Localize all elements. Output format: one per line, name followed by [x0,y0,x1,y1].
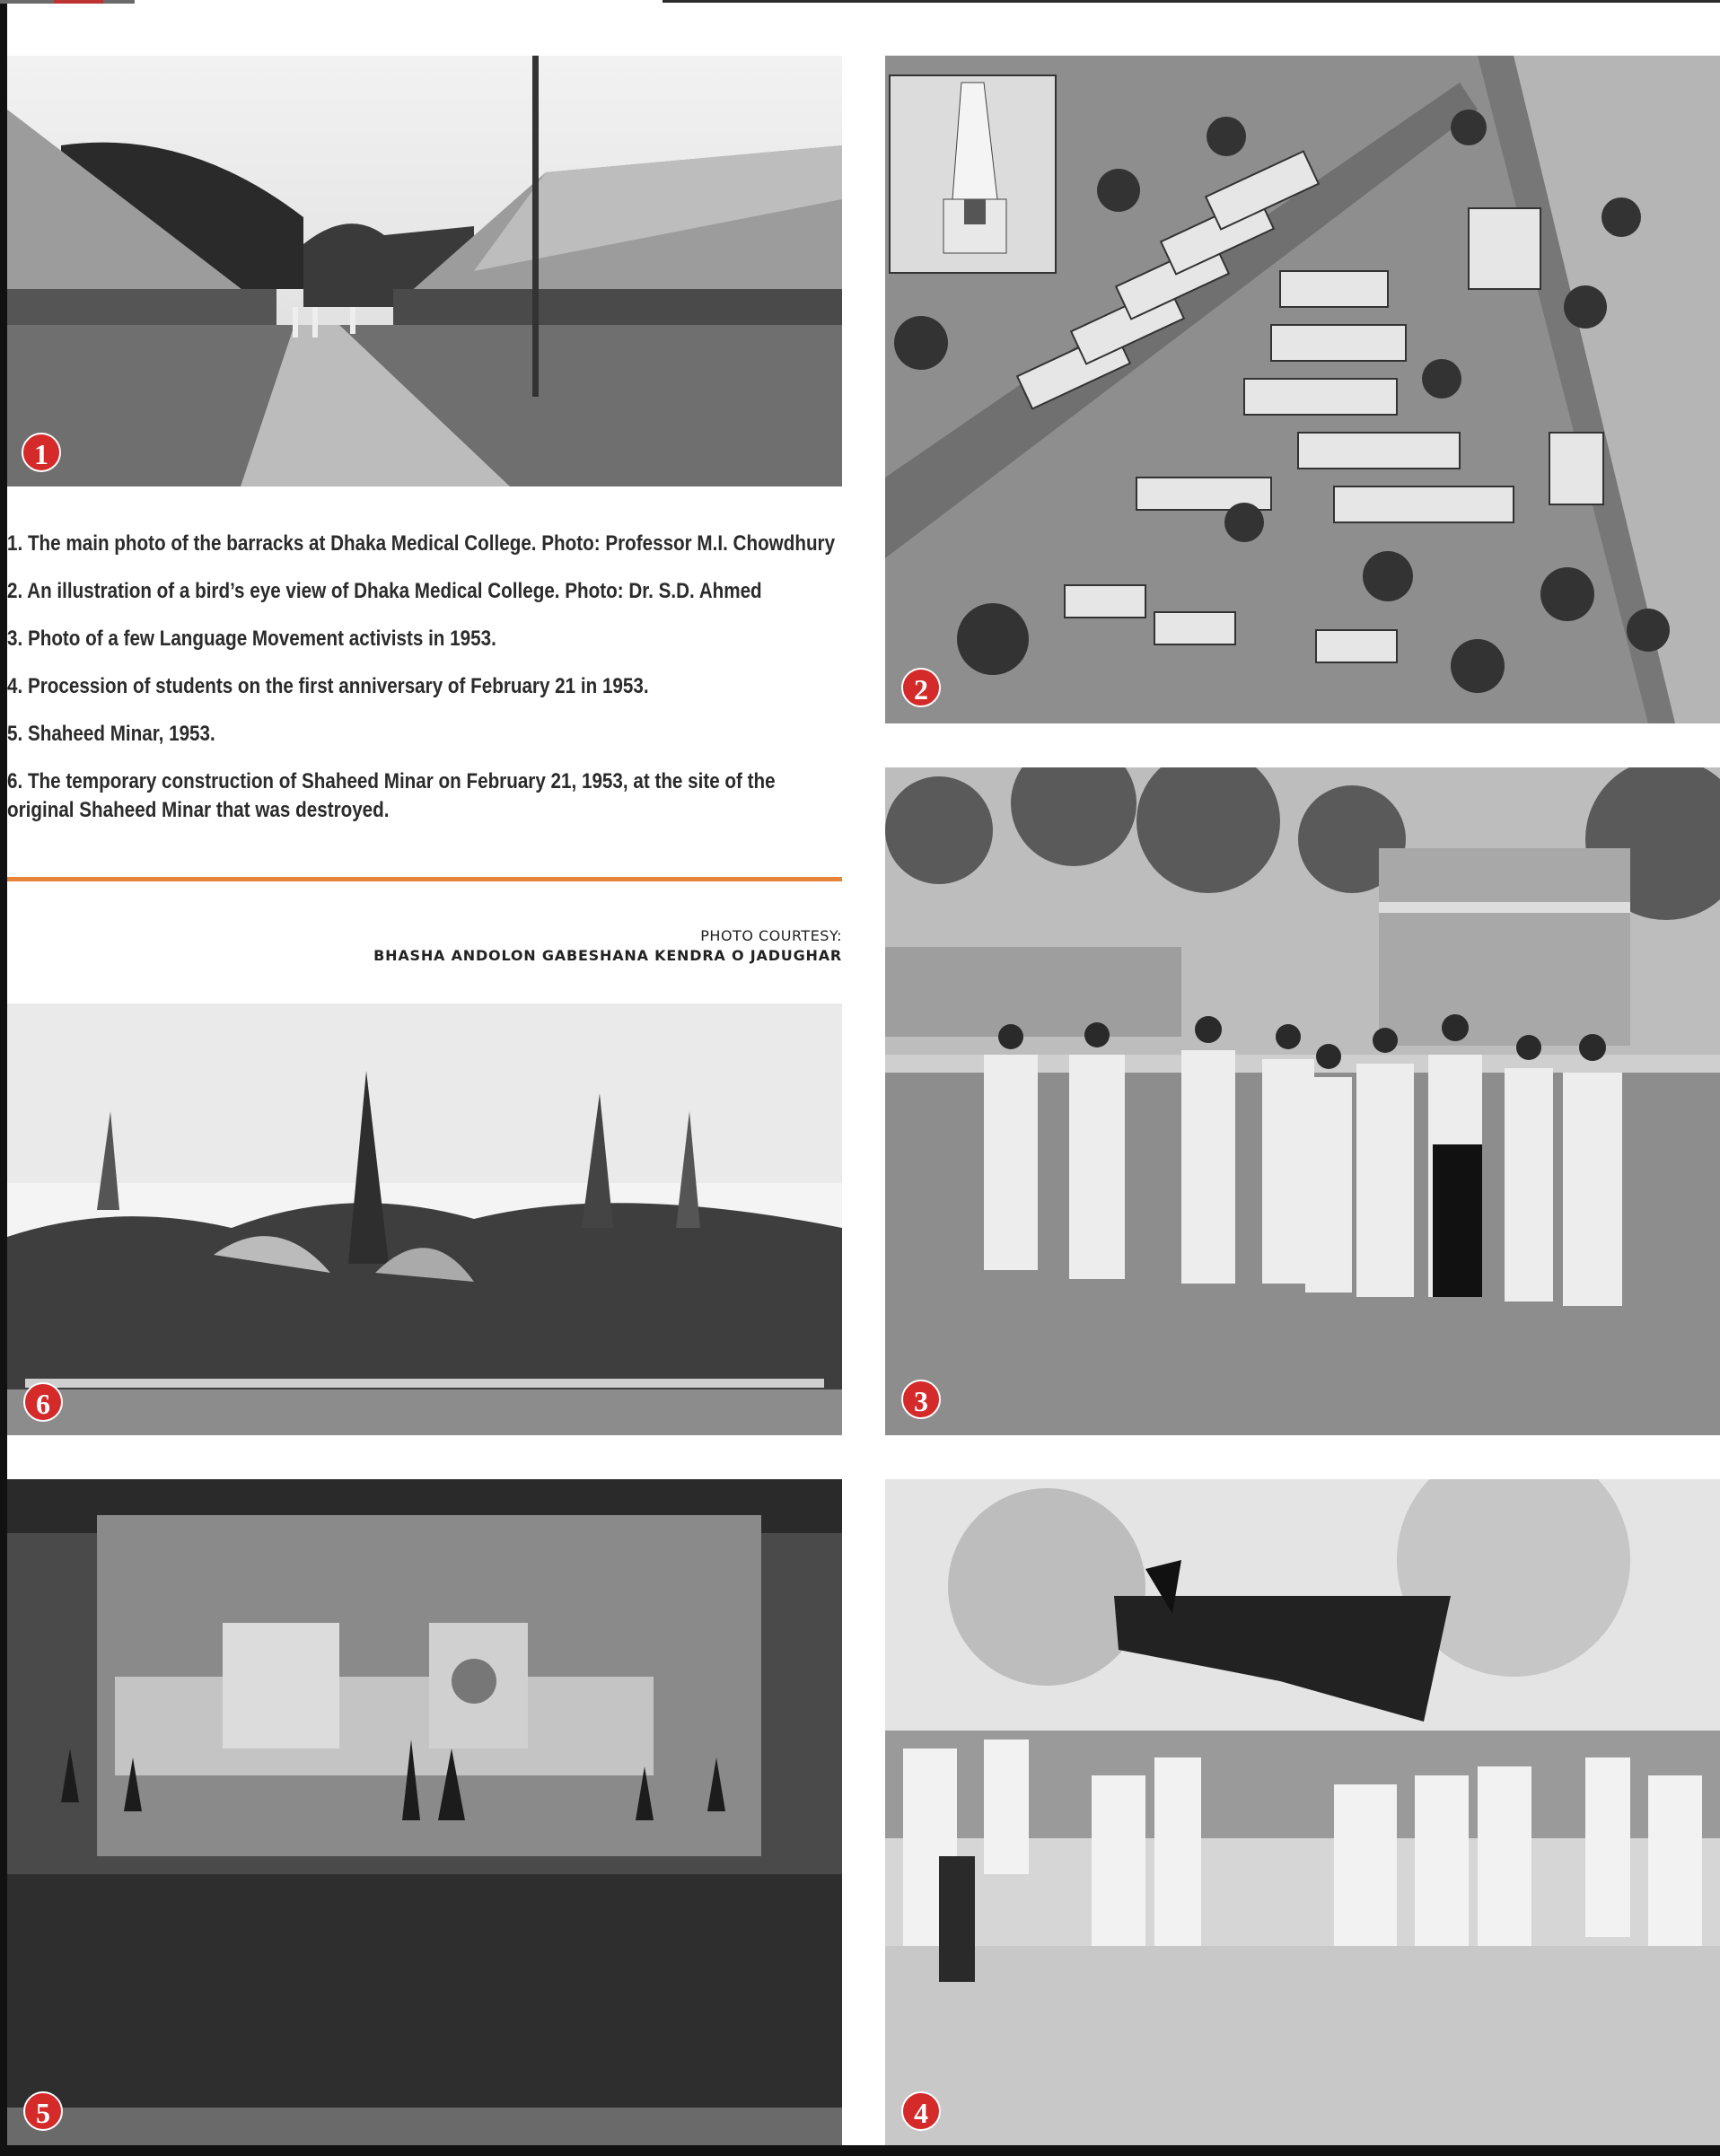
photo-number-badge: 3 [901,1380,941,1419]
photo-number-badge: 1 [22,433,61,472]
bottom-strip [0,2145,1720,2156]
photo-number-badge: 4 [901,2091,941,2131]
caption-item: 4. Procession of students on the first anniversary of February 21 in 1953. [7,674,649,698]
caption-list [7,530,842,844]
caption-item: 6. The temporary construction of Shaheed Minar on February 21, 1953, at the site of the original Shaheed Minar that was destroyed. [7,769,776,822]
photo-barracks [7,56,842,486]
caption-item: 1. The main photo of the barracks at Dhaka Medical College. Photo: Professor M.I. Chowdhury [7,531,836,556]
section-divider [7,877,842,881]
photo-number-badge: 2 [901,668,941,707]
caption-item: 2. An illustration of a bird’s eye view of Dhaka Medical College. Photo: Dr. S.D. Ahmed [7,579,762,603]
photo-activists-group [885,767,1720,1435]
caption-item: 3. Photo of a few Language Movement activists in 1953. [7,627,496,651]
photo-birds-eye-illustration [885,56,1720,723]
photo-courtesy-label: PHOTO COURTESY: [700,927,842,944]
photo-student-procession [885,1479,1720,2147]
top-strip [0,0,1720,4]
photo-courtesy-source: BHASHA ANDOLON GABESHANA KENDRA O JADUGHAR [373,947,842,964]
photo-shaheed-minar-1953 [7,1479,842,2147]
photo-number-badge: 6 [23,1382,63,1422]
photo-number-badge: 5 [23,2091,63,2131]
photo-courtesy [373,926,842,966]
page-left-border [0,0,7,2156]
photo-temporary-shaheed-minar [7,1004,842,1435]
caption-item: 5. Shaheed Minar, 1953. [7,722,215,746]
